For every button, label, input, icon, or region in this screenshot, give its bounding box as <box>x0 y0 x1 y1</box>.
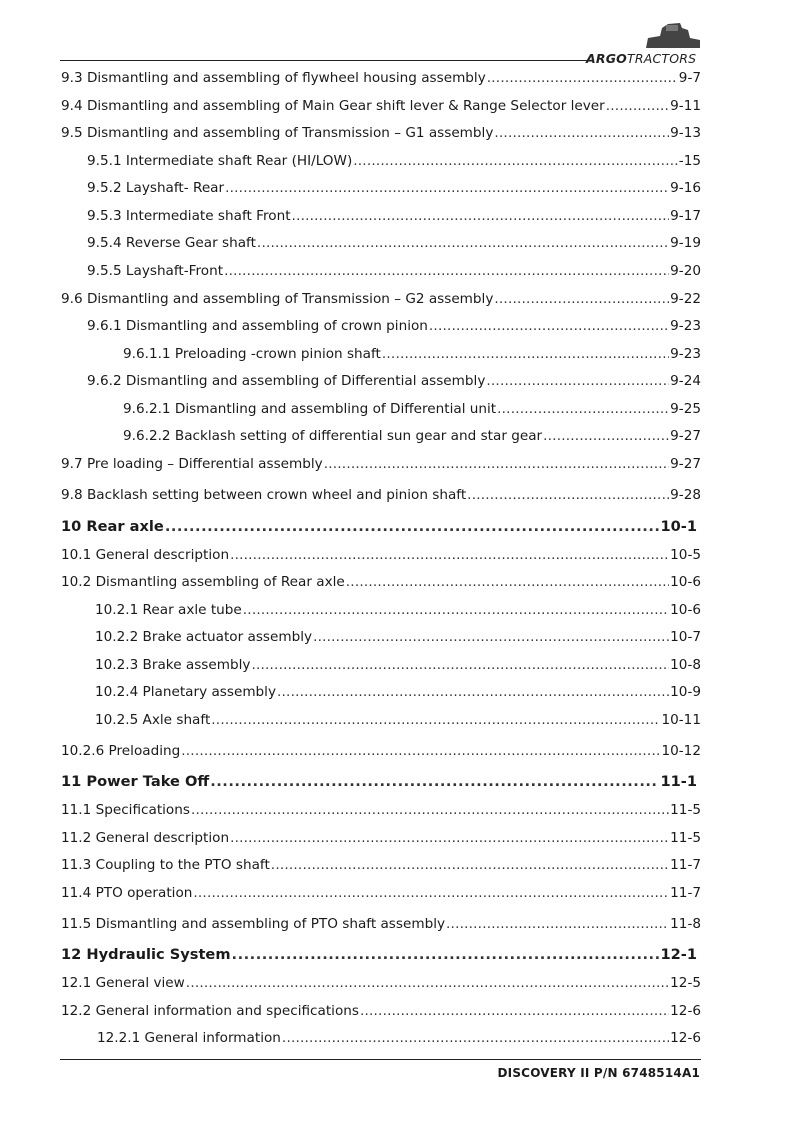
toc-chapter-title: 11 Power Take Off <box>61 773 210 790</box>
toc-entry-title: 10.2 Dismantling assembling of Rear axle <box>61 574 345 590</box>
toc-leader-dots <box>360 1002 669 1020</box>
toc-entry-title: 12.2 General information and specifications <box>61 1003 359 1019</box>
toc-chapter[interactable] <box>61 946 697 964</box>
toc-entry-title: 9.4 Dismantling and assembling of Main Gear shift lever & Range Selector lever <box>61 98 605 114</box>
toc-entry[interactable] <box>61 1002 701 1020</box>
toc-entry[interactable] <box>61 97 701 115</box>
toc-entry-title: 9.5.1 Intermediate shaft Rear (HI/LOW) <box>87 153 353 169</box>
toc-entry-title: 11.1 Specifications <box>61 802 190 818</box>
footer-rule <box>60 1059 701 1060</box>
toc-entry-page: 11-7 <box>670 885 701 901</box>
toc-entry[interactable] <box>97 1029 701 1047</box>
toc-leader-dots <box>186 974 669 992</box>
toc-entry[interactable] <box>87 262 701 280</box>
toc-chapter-title: 12 Hydraulic System <box>61 946 231 963</box>
toc-entry[interactable] <box>123 427 701 445</box>
toc-entry-page: 10-6 <box>670 602 701 618</box>
toc-leader-dots <box>224 262 669 280</box>
toc-entry[interactable] <box>95 683 701 701</box>
toc-entry-page: 9-22 <box>670 291 701 307</box>
toc-entry-title: 10.2.2 Brake actuator assembly <box>95 629 313 645</box>
toc-leader-dots <box>382 345 669 363</box>
toc-entry-page: 10-5 <box>670 547 701 563</box>
toc-entry-title: 10.2.1 Rear axle tube <box>95 602 242 618</box>
toc-leader-dots <box>324 455 669 473</box>
toc-leader-dots <box>232 946 660 964</box>
toc-leader-dots <box>165 518 660 536</box>
toc-leader-dots <box>494 124 669 142</box>
toc-entry-title: 9.5.4 Reverse Gear shaft <box>87 235 256 251</box>
toc-entry-page: 9-13 <box>670 125 701 141</box>
toc-leader-dots <box>606 97 669 115</box>
toc-chapter-title: 10 Rear axle <box>61 518 164 535</box>
toc-leader-dots <box>486 372 669 390</box>
toc-chapter-page: 12-1 <box>660 946 697 963</box>
toc-leader-dots <box>313 628 669 646</box>
toc-entry-page: 12-6 <box>670 1003 701 1019</box>
toc-entry[interactable] <box>87 372 701 390</box>
toc-entry[interactable] <box>61 801 701 819</box>
toc-entry-page: 11-5 <box>670 830 701 846</box>
toc-entry-title: 11.3 Coupling to the PTO shaft <box>61 857 270 873</box>
toc-entry-page: 10-12 <box>661 743 701 759</box>
toc-entry-page: 12-6 <box>670 1030 701 1046</box>
toc-leader-dots <box>497 400 669 418</box>
toc-entry-page: 11-8 <box>670 916 701 932</box>
toc-entry-title: 12.2.1 General information <box>97 1030 281 1046</box>
toc-entry-title: 9.6.1.1 Preloading -crown pinion shaft <box>123 346 381 362</box>
toc-entry[interactable] <box>95 628 701 646</box>
toc-entry-page: 9-16 <box>670 180 701 196</box>
toc-entry[interactable] <box>87 207 701 225</box>
toc-entry-page: 9-27 <box>670 428 701 444</box>
toc-leader-dots <box>282 1029 669 1047</box>
toc-entry-page: 9-20 <box>670 263 701 279</box>
toc-entry-title: 9.5 Dismantling and assembling of Transmission – G1 assembly <box>61 125 494 141</box>
toc-entry[interactable] <box>61 915 701 933</box>
toc-entry-title: 9.6.2 Dismantling and assembling of Differential assembly <box>87 373 486 389</box>
toc-chapter[interactable] <box>61 773 697 791</box>
logo-brand-light: TRACTORS <box>627 51 697 66</box>
toc-entry-page: 9-23 <box>670 346 701 362</box>
toc-entry-page: 9-24 <box>670 373 701 389</box>
toc-entry[interactable] <box>95 601 701 619</box>
toc-entry-title: 10.2.3 Brake assembly <box>95 657 251 673</box>
toc-leader-dots <box>494 290 669 308</box>
toc-leader-dots <box>353 152 678 170</box>
toc-leader-dots <box>251 656 669 674</box>
footer-document-id: DISCOVERY II P/N 6748514A1 <box>497 1066 700 1080</box>
toc-entry-title: 9.3 Dismantling and assembling of flywheel housing assembly <box>61 70 486 86</box>
toc-entry[interactable] <box>61 486 701 504</box>
toc-entry[interactable] <box>123 345 701 363</box>
toc-entry[interactable] <box>61 856 701 874</box>
toc-leader-dots <box>230 829 669 847</box>
toc-entry-page: 9-7 <box>678 70 701 86</box>
toc-chapter-page: 10-1 <box>660 518 697 535</box>
toc-entry[interactable] <box>61 974 701 992</box>
toc-entry-page: 11-5 <box>670 802 701 818</box>
toc-entry-title: 9.6.1 Dismantling and assembling of crown pinion <box>87 318 428 334</box>
toc-entry[interactable] <box>123 400 701 418</box>
toc-entry[interactable] <box>61 884 701 902</box>
toc-entry-page: 9-23 <box>670 318 701 334</box>
toc-leader-dots <box>277 683 669 701</box>
toc-entry[interactable] <box>95 711 701 729</box>
toc-entry-page: 10-11 <box>661 712 701 728</box>
toc-leader-dots <box>210 773 659 791</box>
toc-entry[interactable] <box>87 152 701 170</box>
toc-entry[interactable] <box>61 829 701 847</box>
toc-leader-dots <box>487 69 678 87</box>
toc-entry-title: 10.1 General description <box>61 547 230 563</box>
toc-chapter[interactable] <box>61 518 697 536</box>
toc-entry-title: 12.1 General view <box>61 975 185 991</box>
toc-entry[interactable] <box>61 546 701 564</box>
toc-entry[interactable] <box>61 573 701 591</box>
toc-entry-page: 9-19 <box>670 235 701 251</box>
toc-entry-title: 9.5.3 Intermediate shaft Front <box>87 208 291 224</box>
toc-leader-dots <box>257 234 669 252</box>
toc-entry[interactable] <box>61 742 701 760</box>
toc-entry-page: 9-11 <box>670 98 701 114</box>
toc-entry-page: 10-7 <box>670 629 701 645</box>
toc-entry-title: 9.6.2.2 Backlash setting of differential sun gear and star gear <box>123 428 543 444</box>
toc-entry-page: 9-17 <box>670 208 701 224</box>
toc-leader-dots <box>429 317 669 335</box>
toc-entry-title: 9.5.2 Layshaft- Rear <box>87 180 225 196</box>
toc-leader-dots <box>543 427 669 445</box>
toc-entry-title: 9.8 Backlash setting between crown wheel and pinion shaft <box>61 487 467 503</box>
toc-leader-dots <box>346 573 669 591</box>
toc-entry-page: 9-25 <box>670 401 701 417</box>
toc-leader-dots <box>181 742 660 760</box>
toc-entry-title: 11.5 Dismantling and assembling of PTO shaft assembly <box>61 916 446 932</box>
toc-entry-title: 10.2.5 Axle shaft <box>95 712 211 728</box>
toc-entry[interactable] <box>61 124 701 142</box>
toc-entry[interactable] <box>61 290 701 308</box>
toc-entry-title: 9.6.2.1 Dismantling and assembling of Differential unit <box>123 401 497 417</box>
toc-entry-page: 9-27 <box>670 456 701 472</box>
toc-entry-page: 10-8 <box>670 657 701 673</box>
toc-entry[interactable] <box>61 455 701 473</box>
toc-leader-dots <box>191 801 669 819</box>
toc-leader-dots <box>271 856 669 874</box>
toc-entry-title: 9.6 Dismantling and assembling of Transmission – G2 assembly <box>61 291 494 307</box>
toc-leader-dots <box>467 486 669 504</box>
toc-entry-page: 12-5 <box>670 975 701 991</box>
toc-entry-title: 11.4 PTO operation <box>61 885 193 901</box>
toc-entry-page: 11-7 <box>670 857 701 873</box>
toc-entry-title: 9.5.5 Layshaft-Front <box>87 263 224 279</box>
toc-entry-page: 9-28 <box>670 487 701 503</box>
toc-leader-dots <box>292 207 670 225</box>
toc-leader-dots <box>446 915 669 933</box>
toc-entry-page: 10-9 <box>670 684 701 700</box>
toc-entry-page: 10-6 <box>670 574 701 590</box>
toc-entry[interactable] <box>87 179 701 197</box>
toc-entry-title: 10.2.4 Planetary assembly <box>95 684 277 700</box>
toc-entry[interactable] <box>95 656 701 674</box>
logo-brand-bold: ARGO <box>586 51 627 66</box>
toc-chapter-page: 11-1 <box>660 773 697 790</box>
toc-entry[interactable] <box>87 234 701 252</box>
toc-entry[interactable] <box>87 317 701 335</box>
toc-entry[interactable] <box>61 69 701 87</box>
toc-leader-dots <box>243 601 669 619</box>
toc-leader-dots <box>230 546 669 564</box>
toc-leader-dots <box>211 711 660 729</box>
toc-entry-title: 11.2 General description <box>61 830 230 846</box>
toc-leader-dots <box>225 179 669 197</box>
toc-entry-page: -15 <box>678 153 701 169</box>
toc-entry-title: 9.7 Pre loading – Differential assembly <box>61 456 323 472</box>
toc-entry-title: 10.2.6 Preloading <box>61 743 181 759</box>
toc-leader-dots <box>193 884 669 902</box>
